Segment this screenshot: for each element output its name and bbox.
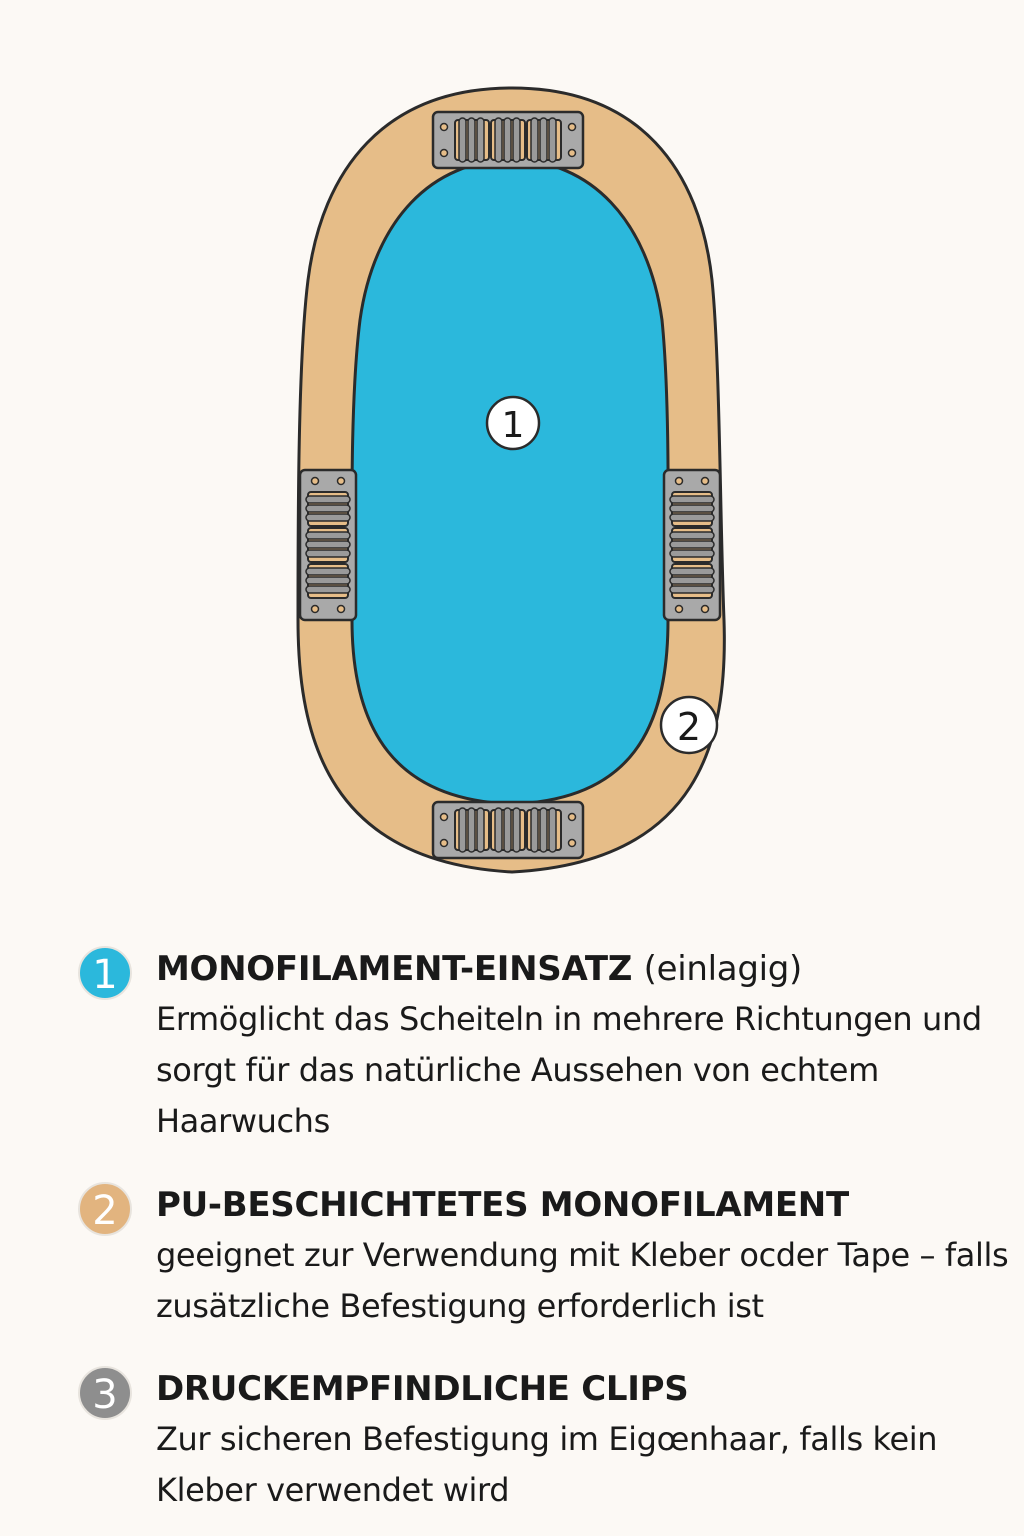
clip-top — [433, 112, 583, 168]
legend-text-3 — [156, 1364, 1024, 1516]
legend-title-3: DRUCKEMPFINDLICHE CLIPS — [156, 1369, 689, 1409]
legend-title-2: PU-BESCHICHTETES MONOFILAMENT — [156, 1185, 849, 1225]
marker-1-label: 1 — [501, 405, 525, 446]
legend-title-1 — [156, 944, 1024, 994]
legend-description-2: geeignet zur Verwendung mit Kleber ocder Tape – falls zusätzliche Befestigung erforderlich ist — [156, 1236, 1009, 1325]
clip-bottom — [433, 802, 583, 858]
legend-badge-1: 1 — [78, 946, 132, 1000]
legend-description-3: Zur sicheren Befestigung im Eigœnhaar, falls kein Kleber verwendet wird — [156, 1420, 938, 1509]
legend-title-1-suffix: (einlagig) — [643, 949, 803, 989]
monofilament-insert — [352, 160, 668, 804]
legend-badge-3: 3 — [78, 1366, 132, 1420]
legend-title-1-main: MONOFILAMENT-EINSATZ — [156, 949, 633, 989]
legend-badge-2: 2 — [78, 1182, 132, 1236]
marker-2 — [661, 697, 717, 753]
clip-right — [664, 470, 720, 620]
legend-text-2 — [156, 1180, 1024, 1332]
clip-left — [300, 470, 356, 620]
legend-text-1 — [156, 944, 1024, 1147]
legend-description-1: Ermöglicht das Scheiteln in mehrere Richtungen und sorgt für das natürliche Aussehen von echtem Haarwuchs — [156, 1000, 982, 1140]
marker-2-label: 2 — [676, 705, 702, 749]
marker-1 — [487, 397, 539, 449]
